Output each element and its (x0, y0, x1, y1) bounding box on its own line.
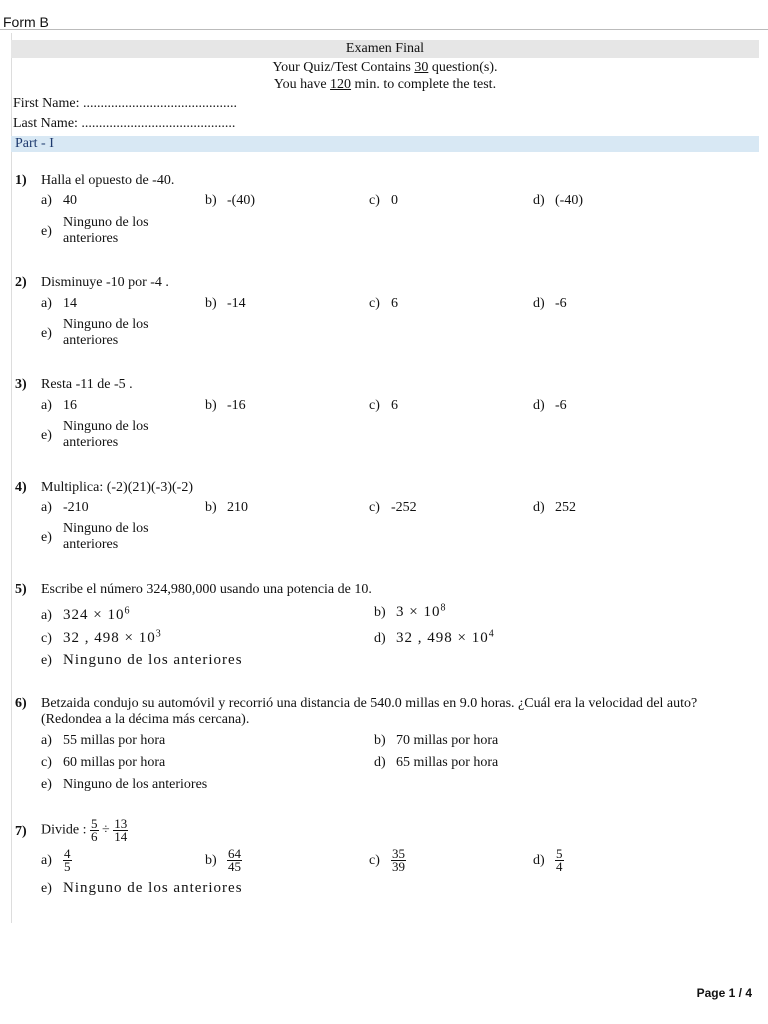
question-number: 3) (15, 377, 27, 392)
question-text: Halla el opuesto de -40. (41, 173, 175, 188)
first-name-field[interactable]: First Name: ............................................ (13, 96, 237, 111)
fraction: $\frac{5}{4}$ (556, 846, 563, 874)
option-d[interactable]: d) -6 (533, 296, 567, 311)
option-a[interactable]: a) $324 \times 10^6$ (41, 605, 130, 623)
last-name-field[interactable]: Last Name: ............................................ (13, 116, 236, 131)
option-d[interactable]: d) $\frac{5}{4}$ (533, 846, 563, 874)
question-number: 5) (15, 582, 27, 597)
question-number: 6) (15, 696, 27, 711)
option-d[interactable]: d) (-40) (533, 193, 583, 208)
option-e[interactable]: e) Ninguno de los anteriores (41, 652, 243, 668)
option-d[interactable]: d) -6 (533, 398, 567, 413)
option-b[interactable]: b) $3 \times 10^8$ (374, 602, 446, 620)
question-number: 4) (15, 480, 27, 495)
time-limit: 120 (330, 77, 352, 92)
left-divider (11, 33, 12, 923)
option-b[interactable]: b) 70 millas por hora (374, 733, 499, 748)
question-number: 7) (15, 824, 27, 839)
fraction: $\frac{64}{45}$ (228, 846, 241, 874)
question-text: Disminuye -10 por -4 . (41, 275, 169, 290)
fraction: $\frac{5}{6}$ (91, 816, 98, 844)
page-number: Page 1 / 4 (696, 986, 752, 1000)
exam-title: Examen Final (11, 40, 759, 58)
fraction: $\frac{35}{39}$ (392, 846, 405, 874)
option-a[interactable]: a) 55 millas por hora (41, 733, 166, 748)
option-a[interactable]: a) $\frac{4}{5}$ (41, 846, 71, 874)
top-divider (0, 29, 768, 30)
option-a[interactable]: a) -210 (41, 500, 89, 515)
form-label: Form B (3, 14, 49, 30)
option-b[interactable]: b) -(40) (205, 193, 255, 208)
fraction: $\frac{4}{5}$ (64, 846, 71, 874)
option-d[interactable]: d) 65 millas por hora (374, 755, 499, 770)
option-c[interactable]: c) 6 (369, 398, 398, 413)
part-header: Part - I (11, 136, 759, 152)
option-a[interactable]: a) 16 (41, 398, 77, 413)
question-text: Resta -11 de -5 . (41, 377, 133, 392)
question-text: Multiplica: (-2)(21)(-3)(-2) (41, 480, 193, 495)
question-number: 2) (15, 275, 27, 290)
option-c[interactable]: c) -252 (369, 500, 417, 515)
option-c[interactable]: c) 32 , $498 \times 10^3$ (41, 628, 161, 646)
option-d[interactable]: d) 252 (533, 500, 576, 515)
option-b[interactable]: b) $\frac{64}{45}$ (205, 846, 241, 874)
option-b[interactable]: b) -16 (205, 398, 246, 413)
question-text: Betzaida condujo su automóvil y recorrió una distancia de 540.0 millas en 9.0 horas. ¿Cuál era la velocidad del auto? (Redondea a la décima más cercana). (41, 696, 698, 727)
option-b[interactable]: b) 210 (205, 500, 248, 515)
time-limit-line: You have 120 min. to complete the test. (273, 77, 497, 92)
question-number: 1) (15, 173, 27, 188)
option-c[interactable]: c) 6 (369, 296, 398, 311)
option-c[interactable]: c) 0 (369, 193, 398, 208)
option-a[interactable]: a) 14 (41, 296, 77, 311)
option-e[interactable]: e) Ninguno de los anteriores (41, 880, 243, 896)
option-c[interactable]: c) 60 millas por hora (41, 755, 166, 770)
option-e[interactable]: e) Ninguno de los anteriores (41, 777, 208, 792)
option-c[interactable]: c) $\frac{35}{39}$ (369, 846, 405, 874)
fraction: $\frac{13}{14}$ (114, 816, 128, 844)
option-b[interactable]: b) -14 (205, 296, 246, 311)
option-d[interactable]: d) 32 , $498 \times 10^4$ (374, 628, 494, 646)
question-count: 30 (414, 60, 429, 75)
question-count-line: Your Quiz/Test Contains 30 question(s). (272, 60, 498, 75)
option-a[interactable]: a) 40 (41, 193, 77, 208)
question-text: Divide : $\frac{5}{6}$ ÷ $\frac{13}{14}$ (41, 816, 128, 844)
question-text: Escribe el número 324,980,000 usando una potencia de 10. (41, 582, 372, 597)
